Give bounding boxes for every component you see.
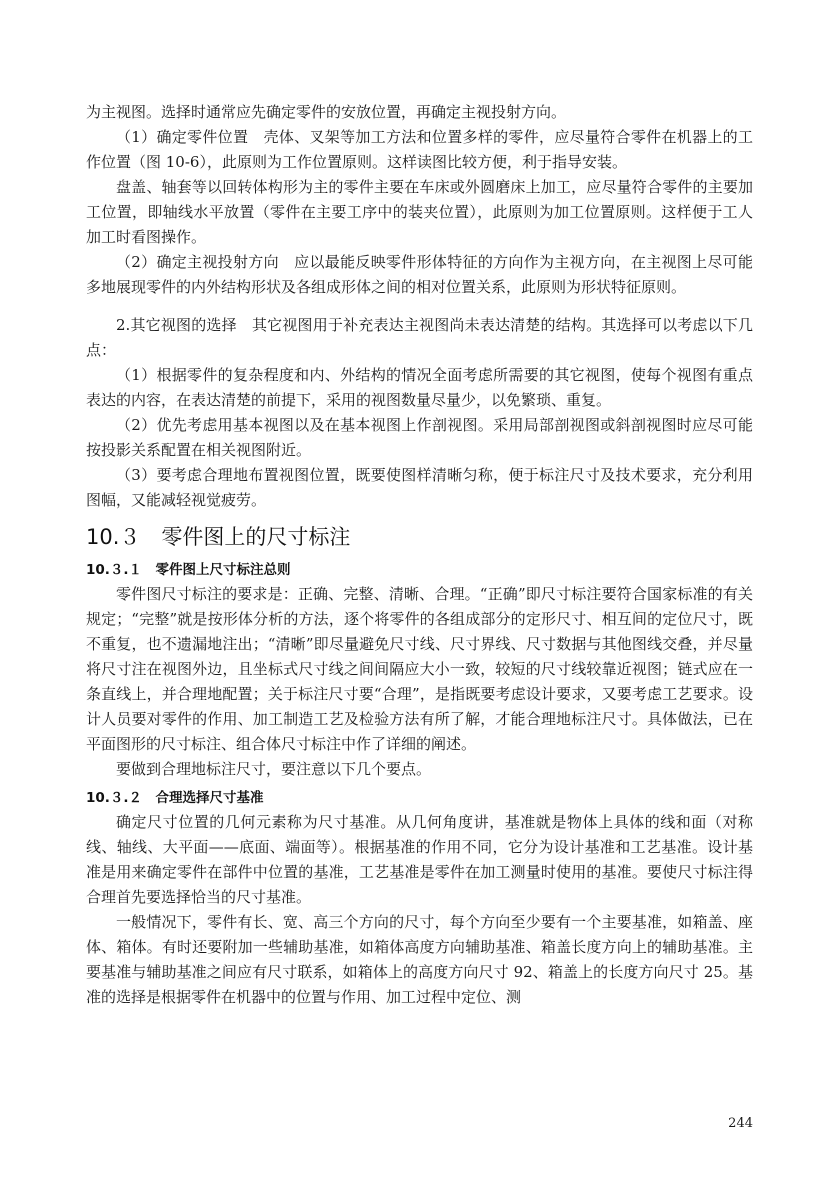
paragraph-work-position: （1）确定零件位置 壳体、叉架等加工方法和位置多样的零件，应尽量符合零件在机器上的工作位置（图 10-6），此原则为工作位置原则。这样读图比较方便，利于指导安装。 xyxy=(86,128,753,171)
paragraph-other-views-3: （3）要考虑合理地布置视图位置，既要使图样清晰匀称，便于标注尺寸及技术要求，充分利用图幅，又能减轻视觉疲劳。 xyxy=(86,466,753,509)
page-number: 244 xyxy=(728,1116,753,1131)
paragraph-dimension-requirements: 零件图尺寸标注的要求是：正确、完整、清晰、合理。“正确”即尺寸标注要符合国家标准的有关规定；“完整”就是按形体分析的方法，逐个将零件的各组成部分的定形尺寸、相互间的定位尺寸，既不重复，也不遗漏地注出；“清晰”即尽量避免尺寸线、尺寸界线、尺寸数据与其他图线交叠，并尽量将尺寸注在视图外边，且坐标式尺寸线之间间隔应大小一致，较短的尺寸线较靠近视图；链式应在一条直线上，并合理地配置；关于标注尺寸要“合理”，是指既要考虑设计要求，又要考虑工艺要求。设计人员要对零件的作用、加工制造工艺及检验方法有所了解，才能合理地标注尺寸。具体做法，已在平面图形的尺寸标注、组合体尺寸标注中作了详细的阐述。 xyxy=(86,585,753,753)
paragraph-machining-position: 盘盖、轴套等以回转体构形为主的零件主要在车床或外圆磨床上加工，应尽量符合零件的主要加工位置，即轴线水平放置（零件在主要工序中的装夹位置），此原则为加工位置原则。这样便于工人加工时看图操作。 xyxy=(86,178,753,246)
paragraph-other-views-2: （2）优先考虑用基本视图以及在基本视图上作剖视图。采用局部剖视图或斜剖视图时应尽可能按投影关系配置在相关视图附近。 xyxy=(86,416,753,459)
subsection-heading-general: 10.３.１ 零件图上尺寸标注总则 xyxy=(86,562,291,578)
paragraph-continuation: 为主视图。选择时通常应先确定零件的安放位置，再确定主视投射方向。 xyxy=(86,103,567,121)
paragraph-datum-directions: 一般情况下，零件有长、宽、高三个方向的尺寸，每个方向至少要有一个主要基准，如箱盖、座体、箱体。有时还要附加一些辅助基准，如箱体高度方向辅助基准、箱盖长度方向上的辅助基准。主要基准与辅助基准之间应有尺寸联系，如箱体上的高度方向尺寸 92、箱盖上的长度方向尺寸 25。基准的选择是根据零件在机器中的位置与作用、加工过程中定位、测 xyxy=(86,913,753,1006)
subsection-heading-datum: 10.３.２ 合理选择尺寸基准 xyxy=(86,790,264,806)
page-body xyxy=(86,100,753,1010)
paragraph-projection-direction: （2）确定主视投射方向 应以最能反映零件形体特征的方向作为主视方向，在主视图上尽可能多地展现零件的内外结构形状及各组成形体之间的相对位置关系，此原则为形状特征原则。 xyxy=(86,253,753,296)
paragraph-other-views-1: （1）根据零件的复杂程度和内、外结构的情况全面考虑所需要的其它视图，使每个视图有重点表达的内容，在表达清楚的前提下，采用的视图数量尽量少，以免繁琐、重复。 xyxy=(86,366,753,409)
section-heading: 10.３ 零件图上的尺寸标注 xyxy=(86,525,351,549)
paragraph-key-points: 要做到合理地标注尺寸，要注意以下几个要点。 xyxy=(116,760,432,778)
paragraph-datum-definition: 确定尺寸位置的几何元素称为尺寸基准。从几何角度讲，基准就是物体上具体的线和面（对称线、轴线、大平面——底面、端面等）。根据基准的作用不同，它分为设计基准和工艺基准。设计基准是用来确定零件在部件中位置的基准，工艺基准是零件在加工测量时使用的基准。要使尺寸标注得合理首先要选择恰当的尺寸基准。 xyxy=(86,813,753,906)
paragraph-other-views: 2.其它视图的选择 其它视图用于补充表达主视图尚未表达清楚的结构。其选择可以考虑以下几点： xyxy=(86,316,753,359)
